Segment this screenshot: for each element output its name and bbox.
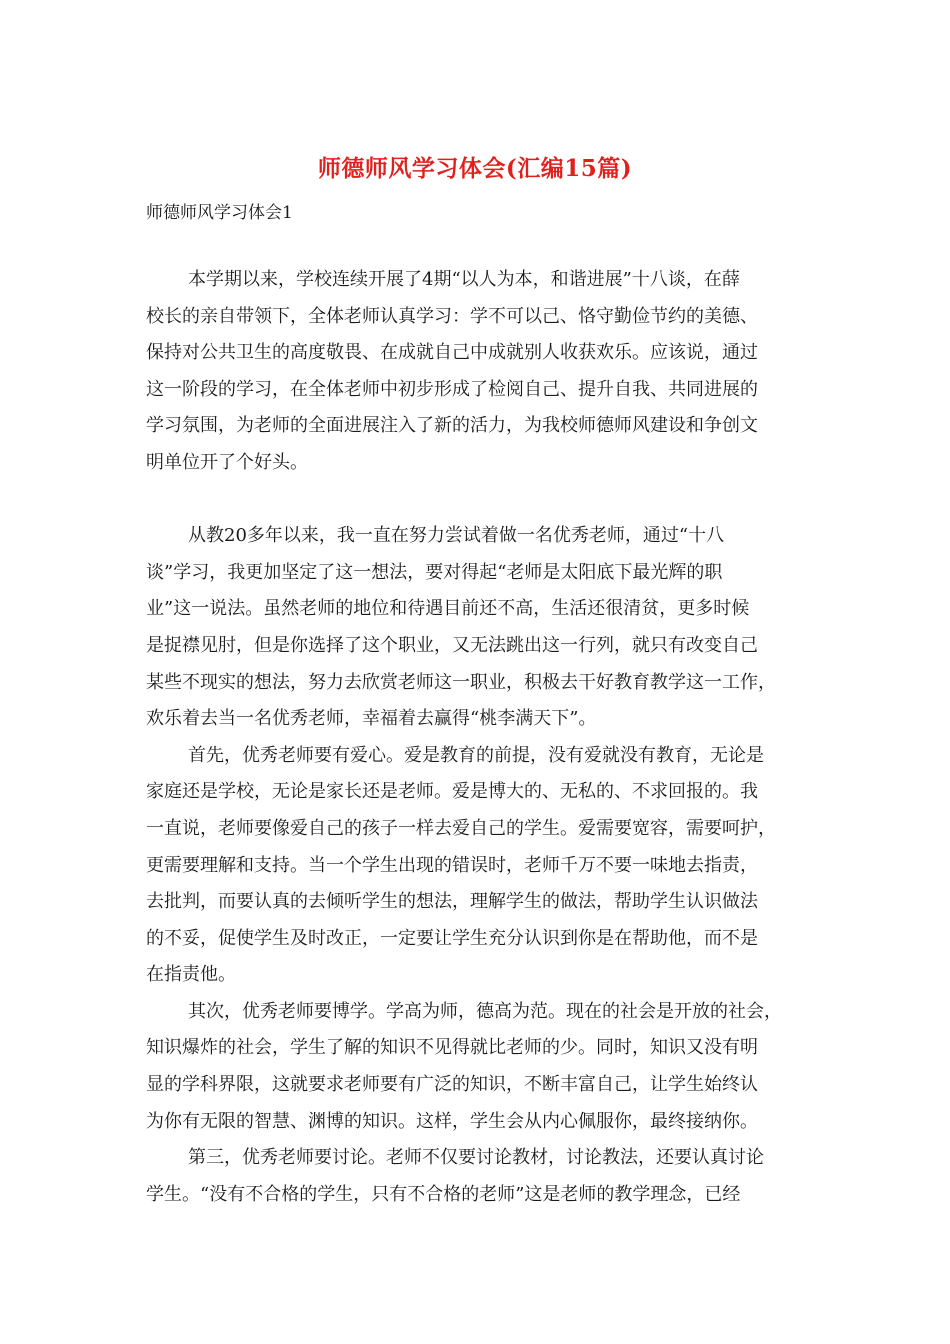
paragraph-line: 校长的亲自带领下，全体老师认真学习：学不可以己、恪守勤俭节约的美德、 (146, 305, 758, 327)
paragraph (146, 518, 816, 738)
paragraph-line: 本学期以来，学校连续开展了4期“以人为本，和谐进展”十八谈，在薛 (188, 269, 740, 290)
paragraph-line: 的不妥，促使学生及时改正，一定要让学生充分认识到你是在帮助他，而不是 (146, 927, 758, 949)
paragraph-line: 家庭还是学校，无论是家长还是老师。爱是博大的、无私的、不求回报的。我 (146, 781, 758, 803)
paragraph-line: 从教20多年以来，我一直在努力尝试着做一名优秀老师，通过“十八 (188, 525, 725, 547)
paragraph (146, 738, 816, 994)
paragraph-line: 其次，优秀老师要博学。学高为师，德高为范。现在的社会是开放的社会， (188, 1000, 782, 1022)
document-body (146, 262, 816, 1213)
paragraph (146, 994, 816, 1140)
paragraph-line: 一直说，老师要像爱自己的孩子一样去爱自己的学生。爱需要宽容，需要呵护， (146, 817, 776, 839)
paragraph-line: 知识爆炸的社会，学生了解的知识不见得就比老师的少。同时，知识又没有明 (146, 1037, 758, 1059)
paragraph-gap (146, 482, 816, 519)
paragraph-line: 更需要理解和支持。当一个学生出现的错误时，老师千万不要一味地去指责， (146, 854, 758, 876)
paragraph-line: 学生。“没有不合格的学生，只有不合格的老师”这是老师的教学理念，已经 (146, 1183, 741, 1205)
paragraph-line: 学习氛围，为老师的全面进展注入了新的活力，为我校师德师风建设和争创文 (146, 415, 758, 437)
paragraph-line: 这一阶段的学习，在全体老师中初步形成了检阅自己、提升自我、共同进展的 (146, 378, 758, 400)
paragraph-line: 在指责他。 (146, 964, 236, 986)
paragraph-line: 业”这一说法。虽然老师的地位和待遇目前还不高，生活还很清贫，更多时候 (146, 598, 750, 620)
paragraph-line: 某些不现实的想法，努力去欣赏老师这一职业，积极去干好教育教学这一工作， (146, 671, 776, 693)
paragraph-line: 为你有无限的智慧、渊博的知识。这样，学生会从内心佩服你，最终接纳你。 (146, 1110, 758, 1132)
section-subtitle: 师德师风学习体会1 (146, 203, 293, 223)
paragraph-line: 欢乐着去当一名优秀老师，幸福着去赢得“桃李满天下”。 (146, 708, 597, 730)
document-title: 师德师风学习体会(汇编15篇) (317, 155, 633, 182)
paragraph-line: 去批判，而要认真的去倾听学生的想法，理解学生的做法，帮助学生认识做法 (146, 891, 758, 913)
paragraph (146, 262, 816, 482)
paragraph-line: 显的学科界限，这就要求老师要有广泛的知识，不断丰富自己，让学生始终认 (146, 1074, 758, 1096)
paragraph-line: 谈”学习，我更加坚定了这一想法，要对得起“老师是太阳底下最光辉的职 (146, 561, 723, 583)
paragraph-line: 保持对公共卫生的高度敬畏、在成就自己中成就别人收获欢乐。应该说，通过 (146, 342, 758, 364)
paragraph-line: 是捉襟见肘，但是你选择了这个职业，又无法跳出这一行列，就只有改变自己 (146, 634, 758, 656)
paragraph (146, 1140, 816, 1213)
paragraph-line: 第三，优秀老师要讨论。老师不仅要讨论教材，讨论教法，还要认真讨论 (188, 1147, 764, 1169)
paragraph-line: 明单位开了个好头。 (146, 451, 308, 473)
paragraph-line: 首先，优秀老师要有爱心。爱是教育的前提，没有爱就没有教育，无论是 (188, 744, 764, 766)
